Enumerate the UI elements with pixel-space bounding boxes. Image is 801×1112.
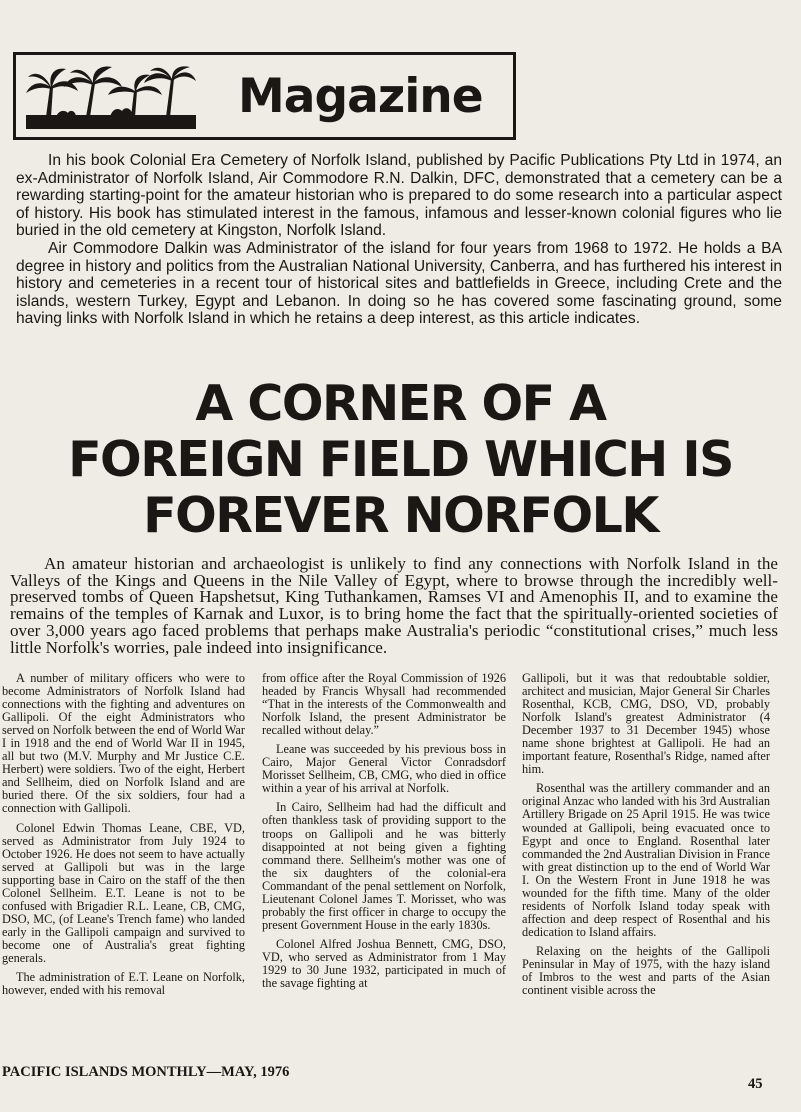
headline-line: A CORNER OF A (195, 375, 606, 432)
article-column-2 (262, 672, 506, 996)
body-paragraph: Gallipoli, but it was that redoubtable soldier, architect and musician, Major General Sir Charles Rosenthal, KCB, CMG, DSO, VD, probably Norfolk Island's greatest Administrator (4 December 1937 to 31 December 1945) whose name shone brightest at Gallipoli. He had an important feature, Rosenthal's Ridge, named after him. (522, 671, 770, 777)
intro-paragraph: In his book Colonial Era Cemetery of Norfolk Island, published by Pacific Publications Pty Ltd in 1974, an ex-Administrator of Norfolk Island, Air Commodore R.N. Dalkin, DFC, demonstrated that a cemetery can be a rewarding starting-point for the amateur historian who is prepared to do some research into a particular aspect of history. His book has stimulated interest in the famous, infamous and lesser-known colonial figures who lie buried in the old cemetery at Kingston, Norfolk Island. (16, 152, 782, 240)
magazine-masthead (13, 52, 516, 140)
body-paragraph: Leane was succeeded by his previous boss in Cairo, Major General Victor Conradsdorf Morisset Sellheim, CB, CMG, who died in office within a year of his arrival at Norfolk. (262, 742, 506, 796)
headline-line: FOREIGN FIELD WHICH IS (68, 431, 733, 488)
headline-line: FOREVER NORFOLK (143, 487, 658, 544)
intro-text (16, 152, 782, 328)
body-paragraph: Rosenthal was the artillery commander and an original Anzac who landed with his 3rd Australian Artillery Brigade on 25 April 1915. He was twice wounded at Gallipoli, being evacuated once to Egypt and once to England. Rosenthal later commanded the 2nd Australian Division in France with great distinction up to the end of World War I. On the Western Front in June 1918 he was wounded for the fifth time. Many of the older residents of Norfolk Island today speak with affection and deep respect of Rosenthal and his dedication to Island affairs. (522, 781, 770, 939)
body-paragraph: The administration of E.T. Leane on Norfolk, however, ended with his removal (2, 970, 245, 998)
body-paragraph: Colonel Edwin Thomas Leane, CBE, VD, served as Administrator from July 1924 to October 1926. He does not seem to have actually served at Gallipoli but was in the large supporting base in Cairo on the staff of the then Colonel Sellheim. E.T. Leane is not to be confused with Brigadier R.L. Leane, CB, CMG, DSO, MC, (of Leane's Trench fame) who landed early in the Gallipoli campaign and survived to become one of Australia's great fighting generals. (2, 820, 245, 965)
body-paragraph: from office after the Royal Commission of 1926 headed by Francis Whysall had recommended “That in the interests of the Commonwealth and Norfolk Island, the present Administrator be recalled without delay.” (262, 671, 506, 738)
article-column-1 (2, 672, 245, 1003)
article-headline (0, 376, 801, 544)
publication-footer: PACIFIC ISLANDS MONTHLY—MAY, 1976 (2, 1064, 290, 1080)
article-lede: An amateur historian and archaeologist is unlikely to find any connections with Norfolk Island in the Valleys of the Kings and Queens in the Nile Valley of Egypt, where to browse through the incredibly well-preserved tombs of Queen Hapshetsut, King Tuthankamen, Ramses VI and Amenophis II, and to examine the remains of the temples of Karnak and Luxor, is to bring home the fact that the spiritually-oriented societies of over 3,000 years ago faced problems that perhaps make Australia's periodic “constitutional crises,” much less little Norfolk's worries, pale indeed into insignificance. (10, 554, 778, 657)
article-column-3 (522, 672, 770, 1003)
palm-trees-icon (26, 65, 196, 129)
body-paragraph: Relaxing on the heights of the Gallipoli Peninsular in May of 1975, with the hazy island of Imbros to the west and parts of the Asian continent visible across the (522, 943, 770, 998)
body-paragraph: In Cairo, Sellheim had had the difficult and often thankless task of providing support to the troops on Gallipoli and he was bitterly disappointed at not being given a fighting command there. Sellheim's mother was one of the six daughters of the colonial-era Commandant of the penal settlement on Norfolk, Lieutenant Colonel James T. Morisset, who was probably the first officer in charge to occupy the present Government House in the early 1830s. (262, 800, 506, 932)
magazine-title: Magazine (238, 69, 483, 124)
body-paragraph: Colonel Alfred Joshua Bennett, CMG, DSO, VD, who served as Administrator from 1 May 1929 to 30 June 1932, participated in much of the savage fighting at (262, 936, 506, 991)
intro-paragraph: Air Commodore Dalkin was Administrator of the island for four years from 1968 to 1972. He holds a BA degree in history and politics from the Australian National University, Canberra, and has furthered his interest in history and cemeteries in a recent tour of historical sites and battlefields in Greece, including Crete and the islands, western Turkey, Egypt and Lebanon. In doing so he has covered some fascinating ground, some having links with Norfolk Island in which he retains a deep interest, as this article indicates. (16, 239, 782, 328)
page-number: 45 (748, 1076, 763, 1092)
body-paragraph: A number of military officers who were to become Administrators of Norfolk Island had connections with the fighting and adventures on Gallipoli. Of the eight Administrators who served on Norfolk between the end of World War I in 1918 and the end of World War II in 1945, all but two (M.V. Murphy and Mr Justice C.E. Herbert) were soldiers. Two of the eight, Herbert and Sellheim, died on Norfolk Island and are buried there. Of the six soldiers, four had a connection with Gallipoli. (2, 671, 245, 816)
